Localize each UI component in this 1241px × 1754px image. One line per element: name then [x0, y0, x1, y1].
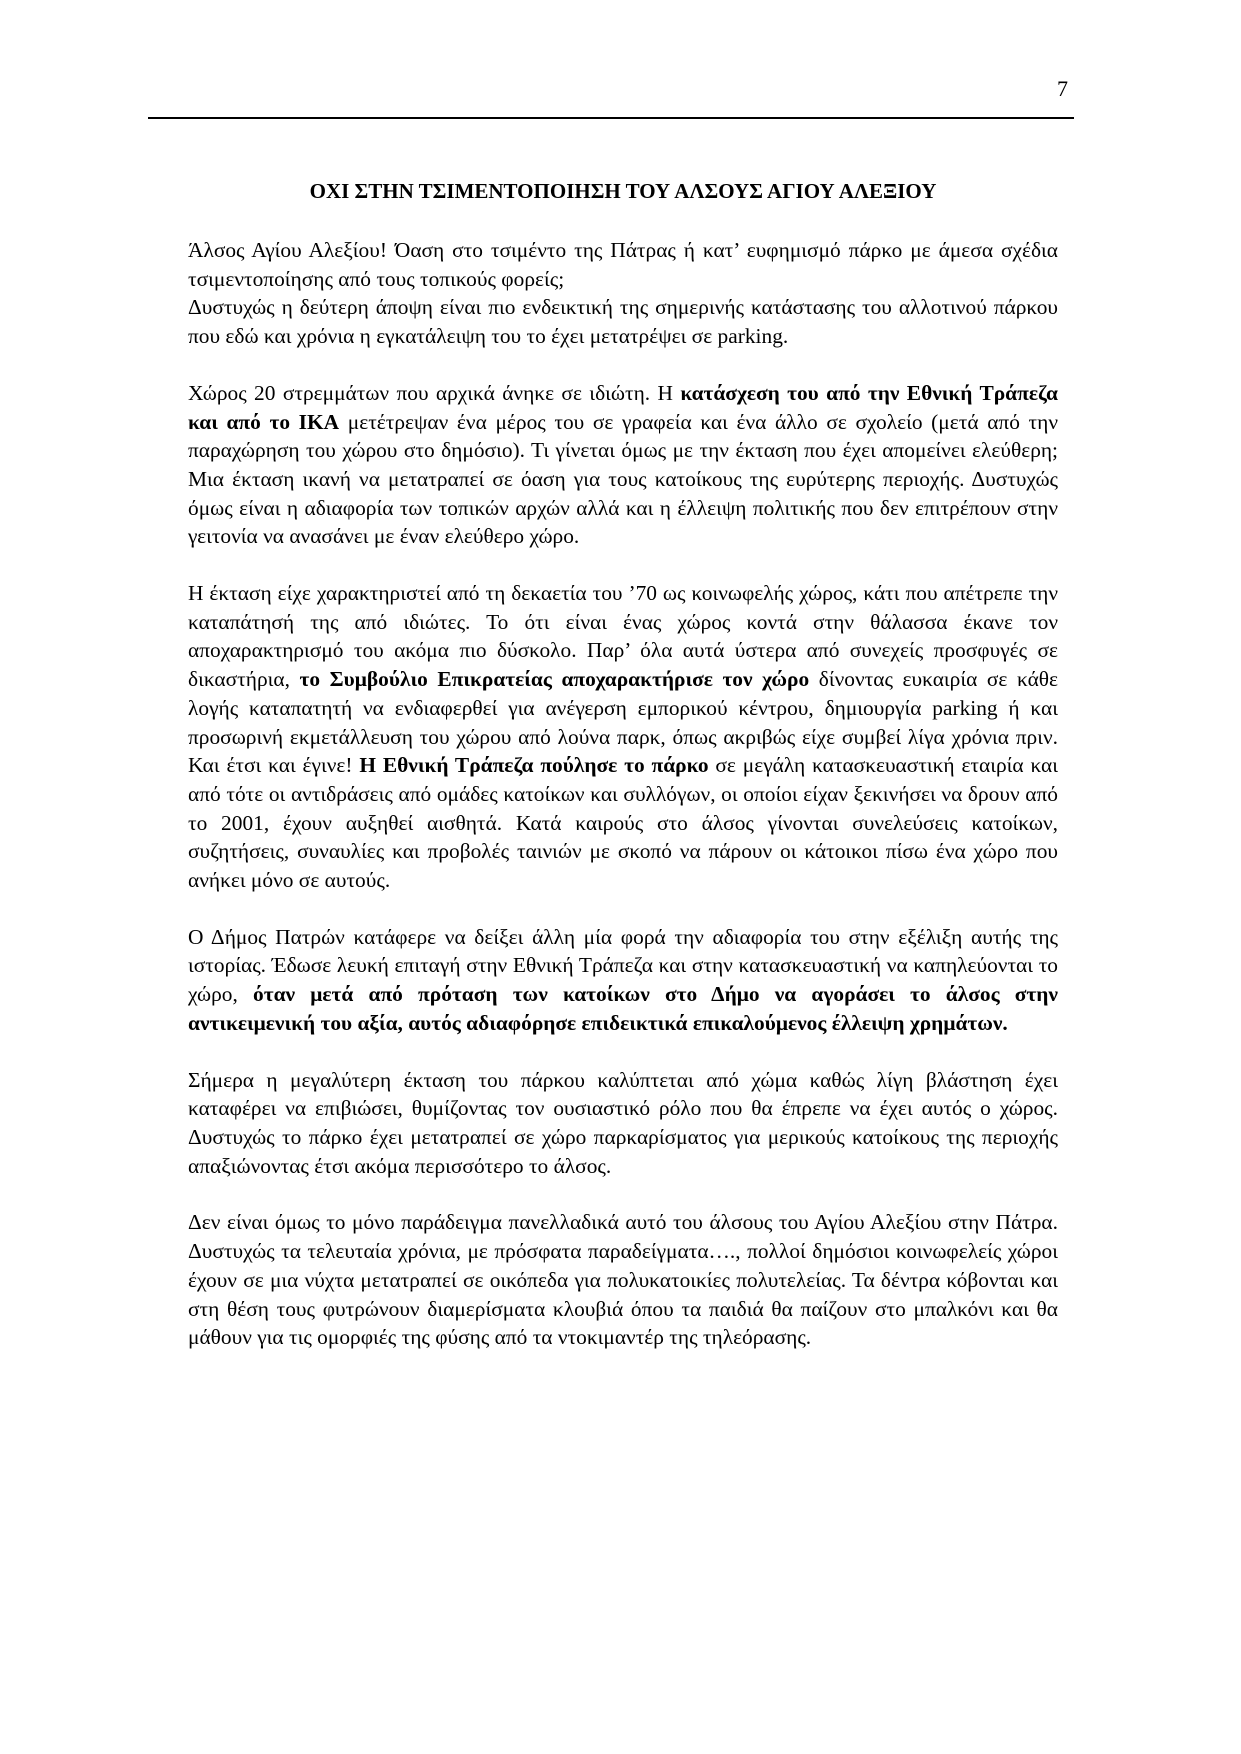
paragraph-nationwide — [188, 1208, 1058, 1352]
header-rule — [148, 117, 1074, 119]
paragraph-text: δίνοντας ευκαιρία σε κάθε λογής καταπατητή να ενδιαφερθεί για ανέγερση εμπορικού κέντρου, δημιουργία parking ή και προσωρινή εκμετάλλευση του χώρου από λούνα παρκ, όπως ακριβώς είχε συμβεί λίγα χρόνια πριν. Και έτσι και έγινε! — [188, 667, 1059, 778]
paragraph-parking — [188, 293, 1058, 350]
paragraph-history — [188, 379, 1058, 551]
paragraph-intro — [188, 236, 1058, 293]
paragraph-text: σε μεγάλη κατασκευαστική εταιρία και από τότε οι αντιδράσεις από ομάδες κατοίκων και συλλόγων, οι οποίοι είχαν ξεκινήσει να δρουν από το 2001, έχουν αυξηθεί αισθητά. Κατά καιρούς στο άλσος γίνονται συνελεύσεις κατοίκων, συζητήσεις, συναυλίες και προβολές ταινιών με σκοπό να πάρουν οι κάτοικοι πίσω ένα χώρο που ανήκει μόνο σε αυτούς. — [188, 753, 1059, 893]
emphasis-text: όταν μετά από πρόταση των κατοίκων στο Δήμο να αγοράσει το άλσος στην αντικειμενική του αξία, αυτός αδιαφόρησε επιδεικτικά επικαλούμενος έλλειψη χρημάτων. — [188, 982, 1058, 1035]
paragraph-text: Άλσος Αγίου Αλεξίου! Όαση στο τσιμέντο της Πάτρας ή κατ’ ευφημισμό πάρκο με άμεσα σχέδια τσιμεντοποίησης από τους τοπικούς φορείς; — [188, 238, 1058, 291]
paragraph-text: Η έκταση είχε χαρακτηριστεί από τη δεκαετία του ’70 ως κοινωφελής χώρος, κάτι που απέτρεπε την καταπάτησή της από ιδιώτες. Το ότι είναι ένας χώρος κοντά στην θάλασσα έκανε τον αποχαρακτηρισμό του ακόμα πιο δύσκολο. Παρ’ όλα αυτά ύστερα από συνεχείς προσφυγές σε δικαστήρια, — [188, 581, 1058, 692]
emphasis-text: κατάσχεση του από την Εθνική Τράπεζα και από το ΙΚΑ — [188, 380, 1058, 434]
page-number: 7 — [1057, 76, 1068, 101]
paragraph-text: Δυστυχώς η δεύτερη άποψη είναι πιο ενδεικτική της σημερινής κατάστασης του αλλοτινού πάρκου που εδώ και χρόνια η εγκατάλειψη του το έχει μετατρέψει σε parking. — [188, 295, 1058, 349]
paragraph-municipality — [188, 923, 1058, 1038]
emphasis-text: Η Εθνική Τράπεζα πούλησε το πάρκο — [359, 753, 709, 778]
article-title: ΟΧΙ ΣΤΗΝ ΤΣΙΜΕΝΤΟΠΟΙΗΣΗ ΤΟΥ ΑΛΣΟΥΣ ΑΓΙΟΥ ΑΛΕΞΙΟΥ — [309, 179, 937, 203]
paragraph-text: Δεν είναι όμως το μόνο παράδειγμα πανελλαδικά αυτό του άλσους του Αγίου Αλεξίου στην Πάτρα. Δυστυχώς τα τελευταία χρόνια, με πρόσφατα παραδείγματα…., πολλοί δημόσιοι κοινωφελείς χώροι έχουν σε μια νύχτα μετατραπεί σε οικόπεδα για πολυκατοικίες πολυτελείας. Τα δέντρα κόβονται και στη θέση τους φυτρώνουν διαμερίσματα κλουβιά όπου τα παιδιά θα παίζουν στο μπαλκόνι και θα μάθουν για τις ομορφιές της φύσης από τα ντοκιμαντέρ της τηλεόρασης. — [188, 1210, 1058, 1350]
paragraph-declassification — [188, 579, 1058, 895]
paragraph-today — [188, 1066, 1058, 1181]
article-body — [188, 236, 1058, 1380]
emphasis-text: το Συμβούλιο Επικρατείας αποχαρακτήρισε τον χώρο — [299, 667, 810, 692]
paragraph-text: μετέτρεψαν ένα μέρος του σε γραφεία και ένα άλλο σε σχολείο (μετά από την παραχώρηση του χώρου στο δημόσιο). Τι γίνεται όμως με την έκταση που έχει απομείνει ελεύθερη; Μια έκταση ικανή να μετατραπεί σε όαση για τους κατοίκους της ευρύτερης περιοχής. Δυστυχώς όμως είναι η αδιαφορία των τοπικών αρχών αλλά και η έλλειψη πολιτικής που δεν επιτρέπουν στην γειτονία να ανασάνει με έναν ελεύθερο χώρο. — [188, 409, 1058, 549]
paragraph-text: Χώρος 20 στρεμμάτων που αρχικά άνηκε σε ιδιώτη. Η — [188, 380, 681, 405]
paragraph-text: Ο Δήμος Πατρών κατάφερε να δείξει άλλη μία φορά την αδιαφορία του στην εξέλιξη αυτής της ιστορίας. Έδωσε λευκή επιταγή στην Εθνική Τράπεζα και στην κατασκευαστική να καπηλεύονται το χώρο, — [188, 924, 1058, 1007]
paragraph-text: Σήμερα η μεγαλύτερη έκταση του πάρκου καλύπτεται από χώμα καθώς λίγη βλάστηση έχει καταφέρει να επιβιώσει, θυμίζοντας τον ουσιαστικό ρόλο που θα έπρεπε να έχει αυτός ο χώρος. Δυστυχώς το πάρκο έχει μετατραπεί σε χώρο παρκαρίσματος για μερικούς κατοίκους της περιοχής απαξιώνοντας έτσι ακόμα περισσότερο το άλσος. — [188, 1067, 1058, 1178]
